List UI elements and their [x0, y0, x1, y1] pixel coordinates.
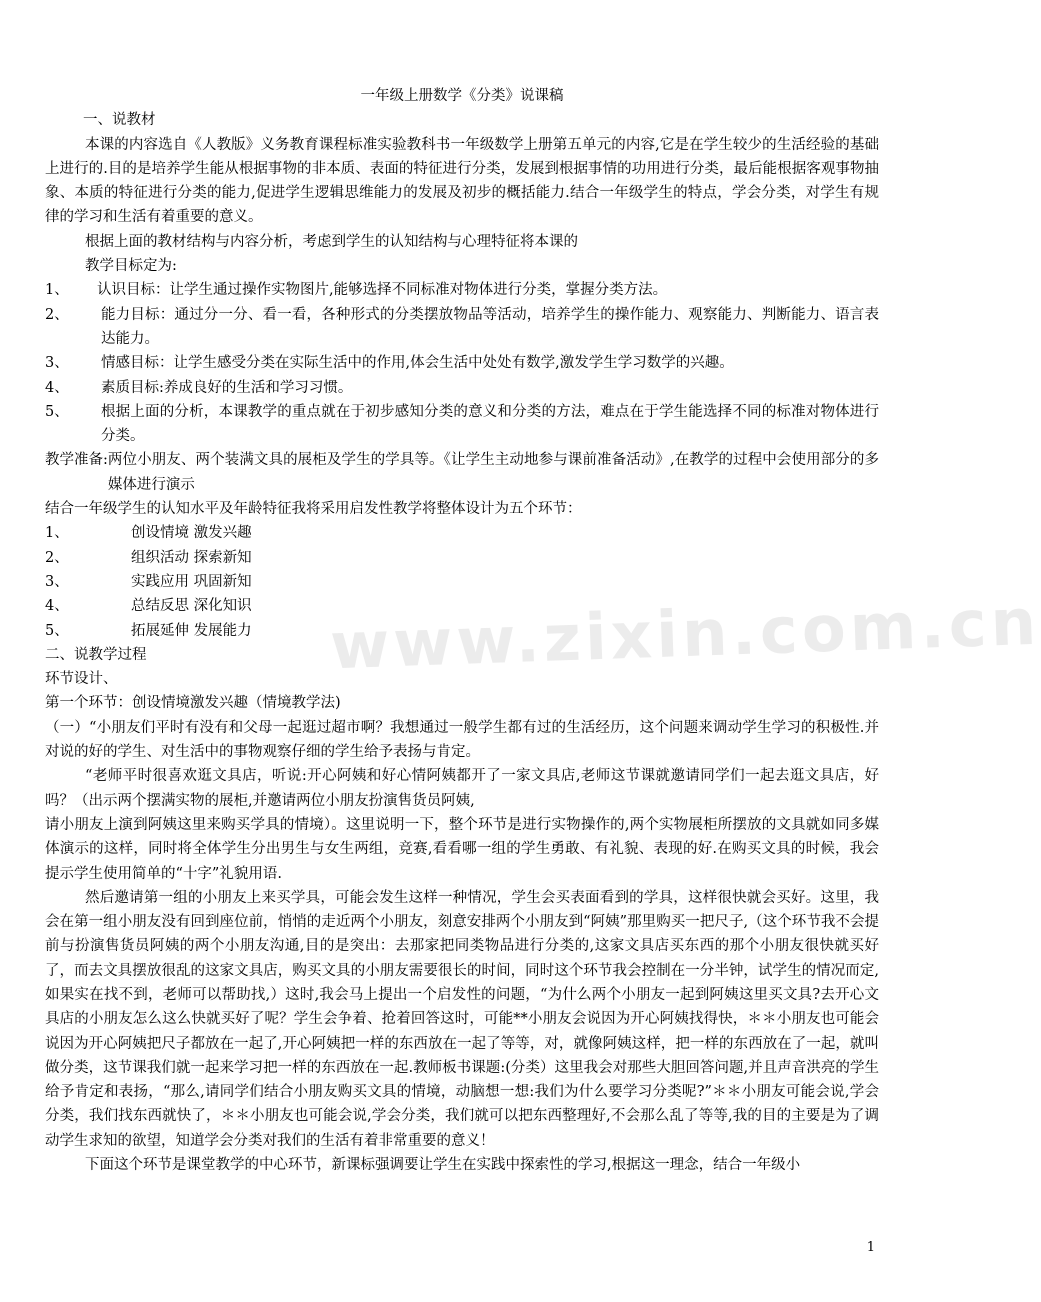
step-number: 1、: [45, 525, 69, 542]
paragraph-body: “老师平时很喜欢逛文具店，听说:开心阿姨和好心情阿姨都开了一家文具店,老师这节课就邀请同学们一起去逛文具店，好吗？（出示两个摆满实物的展柜,并邀请两位小朋友扮演售货员阿姨,: [45, 768, 879, 809]
goal-number: 1、: [45, 282, 69, 299]
stage-heading: 第一个环节：创设情境激发兴趣（情境教学法): [45, 695, 341, 712]
step-text: 组织活动 探索新知: [131, 549, 252, 566]
paragraph-body: （一）“小朋友们平时有没有和父母一起逛过超市啊？我想通过一般学生都有过的生活经历，这个问题来调动学生学习的积极性.并对说的好的学生、对生活中的事物观察仔细的学生给予表扬与肯定。: [45, 719, 879, 761]
step-item: [45, 521, 879, 545]
step-text: 总结反思 深化知识: [131, 598, 252, 615]
goal-number: 5、: [45, 403, 69, 420]
paragraph-goals-lead: 教学目标定为:: [85, 258, 177, 275]
preparation-label: 教学准备:: [45, 452, 108, 469]
goal-item: [45, 400, 879, 449]
step-text: 创设情境 激发兴趣: [131, 525, 252, 542]
page-title: 一年级上册数学《分类》说课稿: [360, 88, 564, 104]
design-label: 环节设计、: [45, 671, 118, 688]
paragraph-analysis: 根据上面的教材结构与内容分析，考虑到学生的认知结构与心理特征将本课的: [85, 233, 578, 250]
step-number: 3、: [45, 573, 69, 590]
goal-item: [45, 303, 879, 352]
section-heading-1: 一、说教材: [83, 112, 156, 129]
section-heading-2: 二、说教学过程: [45, 646, 147, 663]
step-item: [45, 570, 879, 594]
goal-item: [45, 351, 879, 375]
step-item: [45, 546, 879, 570]
step-text: 实践应用 巩固新知: [131, 573, 252, 590]
paragraph-body: 然后邀请第一组的小朋友上来买学具，可能会发生这样一种情况，学生会买表面看到的学具，这样很快就会买好。这里，我会在第一组小朋友没有回到座位前，悄悄的走近两个小朋友，刻意安排两个小朋友到“阿姨”那里购买一把尺子,（这个环节我不会提前与扮演售货员阿姨的两个小朋友沟通,目的是突出：去那家把同类物品进行分类的,这家文具店买东西的那个小朋友很快就买好了，而去文具摆放很乱的这家文具店，购买文具的小朋友需要很长的时间，同时这个环节我会控制在一分半钟，试学生的情况而定,如果实在找不到，老师可以帮助找,）这时,我会马上提出一个启发性的问题，“为什么两个小朋友一起到阿姨这里买文具?去开心文具店的小朋友怎么这么快就买好了呢？学生会争着、抢着回答这时，可能**小朋友会说因为开心阿姨找得快，＊＊小朋友也可能会说因为开心阿姨把尺子都放在一起了,开心阿姨把一样的东西放在一起了等等，对，就像阿姨这样，把一样的东西放在了一起，就叫做分类，这节课我们就一起来学习把一样的东西放在一起.教师板书课题:(分类）这里我会对那些大胆回答问题,并且声音洪亮的学生给予肯定和表扬，“那么,请同学们结合小朋友购买文具的情境，动脑想一想:我们为什么要学习分类呢?”＊＊小朋友可能会说,学会分类，我们找东西就快了，＊＊小朋友也可能会说,学会分类，我们就可以把东西整理好,不会那么乱了等等,我的目的主要是为了调动学生求知的欲望，知道学会分类对我们的生活有着非常重要的意义！: [45, 889, 879, 1149]
step-number: 5、: [45, 622, 69, 639]
goal-text: 情感目标：让学生感受分类在实际生活中的作用,体会生活中处处有数学,激发学生学习数学的兴趣。: [101, 355, 734, 372]
paragraph-intro: 本课的内容选自《人教版》义务教育课程标准实验教科书一年级数学上册第五单元的内容,它是在学生较少的生活经验的基础上进行的.目的是培养学生能从根据事物的非本质、表面的特征进行分类，发展到根据事情的功用进行分类，最后能根据客观事物抽象、本质的特征进行分类的能力,促进学生逻辑思维能力的发展及初步的概括能力.结合一年级学生的特点，学会分类，对学生有规律的学习和生活有着重要的意义。: [45, 136, 879, 226]
paragraph-body: 请小朋友上演到阿姨这里来购买学具的情境）。这里说明一下，整个环节是进行实物操作的,两个实物展柜所摆放的文具就如同多媒体演示的这样，同时将全体学生分出男生与女生两组，竞赛,看看哪一组的学生勇敢、有礼貌、表现的好.在购买文具的时候，我会提示学生使用简单的“十字”礼貌用语.: [45, 816, 879, 882]
goal-number: 4、: [45, 379, 69, 396]
goal-number: 2、: [45, 306, 69, 323]
goal-text: 根据上面的分析，本课教学的重点就在于初步感知分类的意义和分类的方法，难点在于学生能选择不同的标准对物体进行分类。: [101, 403, 879, 445]
goal-text: 认识目标：让学生通过操作实物图片,能够选择不同标准对物体进行分类，掌握分类方法。: [97, 282, 668, 299]
teaching-preparation: [45, 448, 879, 497]
watermark: www.zixin.com.cn: [328, 585, 1041, 685]
goal-text: 能力目标：通过分一分、看一看，各种形式的分类摆放物品等活动，培养学生的操作能力、观察能力、判断能力、语言表达能力。: [101, 306, 879, 347]
goal-item: [45, 376, 879, 400]
paragraph-design-intro: 结合一年级学生的认知水平及年龄特征我将采用启发性教学将整体设计为五个环节：: [45, 501, 582, 518]
step-number: 4、: [45, 598, 69, 615]
goal-number: 3、: [45, 355, 69, 372]
goal-item: [45, 278, 879, 302]
page-number: 1: [866, 1240, 875, 1255]
step-number: 2、: [45, 549, 69, 566]
preparation-text: 两位小朋友、两个装满文具的展柜及学生的学具等。《让学生主动地参与课前准备活动》,在教学的过程中会使用部分的多媒体进行演示: [107, 452, 879, 493]
paragraph-body: 下面这个环节是课堂教学的中心环节，新课标强调要让学生在实践中探索性的学习,根据这一理念，结合一年级小: [85, 1157, 801, 1174]
step-text: 拓展延伸 发展能力: [131, 622, 252, 639]
goal-text: 素质目标:养成良好的生活和学习习惯。: [101, 379, 353, 396]
